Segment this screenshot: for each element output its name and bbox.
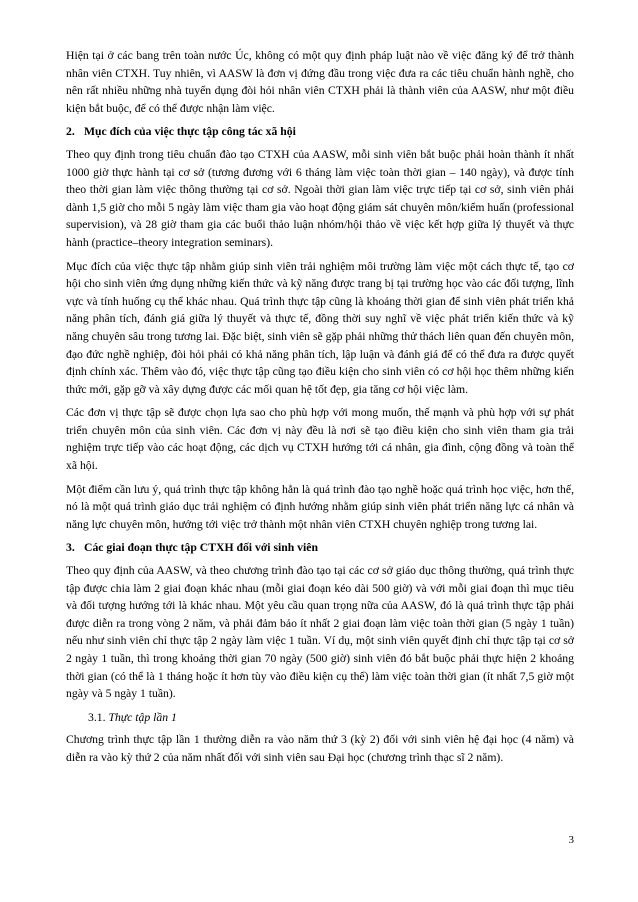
page-number: 3 — [568, 834, 574, 846]
subsection-heading-3-1 — [88, 709, 574, 727]
section-heading-3 — [66, 539, 574, 557]
paragraph-stages: Theo quy định của AASW, và theo chương trình đào tạo tại các cơ sở giáo dục thông thường, quá trình thực tập được chia làm 2 giai đoạn khác nhau (mỗi giai đoạn kéo dài 500 giờ) và với mỗi giai đoạn thì mục tiêu và đối tượng hướng tới là khác nhau. Một yêu cầu quan trọng nữa của AASW, đó là quá trình thực tập phải được diễn ra trong vòng 2 năm, và phải đảm bảo ít nhất 2 giai đoạn làm việc toàn thời gian (5 ngày 1 tuần) nếu như sinh viên chỉ thực tập 2 ngày làm việc 1 tuần. Ví dụ, một sinh viên quyết định chỉ thực tập tại cơ sở 2 ngày 1 tuần, thì trong khoảng thời gian 70 ngày (500 giờ) sinh viên đó bắt buộc phải thực hiện 2 khoảng thời gian (có thể là 1 tháng hoặc ít hơn tùy vào điều kiện cụ thể) làm việc toàn thời gian (ít nhất 7,5 giờ một ngày và 5 ngày 1 tuần). — [66, 564, 574, 701]
document-page — [66, 47, 574, 773]
subsection-title: Thực tập lần 1 — [108, 710, 177, 724]
section-title: Các giai đoạn thực tập CTXH đối với sinh viên — [84, 541, 318, 555]
section-heading-2 — [66, 123, 574, 141]
paragraph-placement-units: Các đơn vị thực tập sẽ được chọn lựa sao cho phù hợp với mong muốn, thế mạnh và phù hợp với sự phát triển chuyên môn của sinh viên. Các đơn vị này đều là nơi sẽ tạo điều kiện cho sinh viên tham gia trải nghiệm trực tiếp vào các hoạt động, các dịch vụ CTXH hướng tới cá nhân, gia đình, cộng đồng và toàn thể xã hội. — [66, 406, 574, 473]
paragraph-requirements: Theo quy định trong tiêu chuẩn đào tạo CTXH của AASW, mỗi sinh viên bắt buộc phải hoàn thành ít nhất 1000 giờ thực hành tại cơ sở (tương đương với 6 tháng làm việc toàn thời gian – 140 ngày), và được tính theo thời gian làm việc thông thường tại cơ sở. Ngoài thời gian làm việc trực tiếp tại cơ sở, sinh viên phải dành 1,5 giờ cho mỗi 5 ngày làm việc tham gia vào hoạt động giám sát chuyên môn/kiểm huấn (professional supervision), và 28 giờ tham gia các buổi thảo luận nhóm/hội thảo về việc kết hợp giữa lý thuyết và thực hành (practice–theory integration seminars). — [66, 147, 574, 249]
paragraph-first-placement: Chương trình thực tập lần 1 thường diễn ra vào năm thứ 3 (kỳ 2) đối với sinh viên hệ đại học (4 năm) và diễn ra vào kỳ thứ 2 của năm nhất đối với sinh viên sau Đại học (chương trình thạc sĩ 2 năm). — [66, 733, 574, 764]
section-title: Mục đích của việc thực tập công tác xã hội — [84, 125, 296, 139]
paragraph-registration: Hiện tại ở các bang trên toàn nước Úc, không có một quy định pháp luật nào về việc đăng ký để trở thành nhân viên CTXH. Tuy nhiên, vì AASW là đơn vị đứng đầu trong việc đưa ra các tiêu chuẩn hành nghề, cho nên rất nhiều những nhà tuyển dụng đòi hỏi nhân viên CTXH phải là thành viên của AASW, như một điều kiện bắt buộc, để có thể được nhận làm việc. — [66, 49, 574, 115]
section-number: 2. — [66, 125, 75, 139]
section-number: 3. — [66, 541, 75, 555]
paragraph-purpose: Mục đích của việc thực tập nhằm giúp sinh viên trải nghiệm môi trường làm việc một cách thực tế, tạo cơ hội cho sinh viên ứng dụng những kiến thức và kỹ năng được trang bị tại trường học vào các đối tượng, lĩnh vực và tính huống cụ thể khác nhau. Quá trình thực tập cũng là khoảng thời gian để sinh viên phát triển khả năng phân tích, đánh giá giữa lý thuyết và thực tế, đồng thời suy nghĩ về việc phát triển kiến thức và kỹ năng chuyên sâu trong tương lai. Đặc biệt, sinh viên sẽ gặp phải những thử thách liên quan đến chuyên môn, đạo đức nghề nghiệp, đòi hỏi phải có khả năng phân tích, lập luận và đánh giá để có thể đưa ra được quyết định chính xác. Thêm vào đó, việc thực tập cũng tạo điều kiện cho sinh viên có cơ hội học thêm những kiến thức mới, gặp gỡ và xây dựng được các mối quan hệ tốt đẹp, gia tăng cơ hội việc làm. — [66, 259, 574, 396]
subsection-number: 3.1. — [88, 710, 106, 724]
paragraph-note: Một điểm cần lưu ý, quá trình thực tập không hẳn là quá trình đào tạo nghề hoặc quá trình học việc, hơn thế, nó là một quá trình giáo dục trải nghiệm có định hướng nhằm giúp sinh viên phát triển năng lực cá nhân và năng lực chuyên môn, hướng tới việc trở thành một nhân viên CTXH chuyên nghiệp trong tương lai. — [66, 482, 574, 531]
